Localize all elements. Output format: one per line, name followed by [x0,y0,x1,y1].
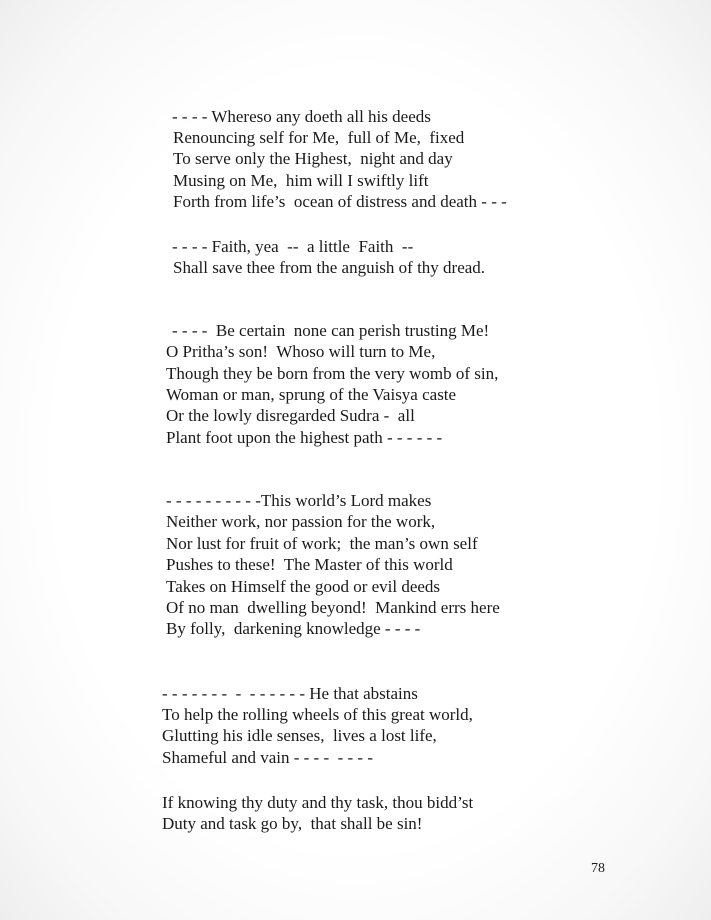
poem-line: If knowing thy duty and thy task, thou bidd’st [162,793,474,812]
poem-line: Forth from life’s ocean of distress and death - - - [173,192,507,211]
poem-line: Plant foot upon the highest path - - - - - - [166,428,443,447]
poem-line: To serve only the Highest, night and day [173,149,453,168]
poem-line: O Pritha’s son! Whoso will turn to Me, [166,342,436,361]
poem-line: Neither work, nor passion for the work, [166,512,436,531]
poem-line: - - - - - - - - - -This world’s Lord makes [166,491,432,510]
poem-line: - - - - Whereso any doeth all his deeds [172,107,431,126]
poem-line: Though they be born from the very womb of sin, [166,364,499,383]
poem-line: Shameful and vain - - - - - - - - [162,748,374,767]
poem-line: Shall save thee from the anguish of thy dread. [173,258,486,277]
poem-line: Pushes to these! The Master of this world [166,555,453,574]
poem-line: Renouncing self for Me, full of Me, fixed [173,128,465,147]
poem-line: Of no man dwelling beyond! Mankind errs here [166,598,500,617]
poem-line: Glutting his idle senses, lives a lost life, [162,726,437,745]
poem-line: To help the rolling wheels of this great world, [162,705,473,724]
poem-line: Musing on Me, him will I swiftly lift [173,171,429,190]
poem-line: Nor lust for fruit of work; the man’s own self [166,534,478,553]
poem-line: Takes on Himself the good or evil deeds [166,577,441,596]
poem-line: - - - - - - - - - - - - - - He that abstains [162,684,418,703]
poem-line: By folly, darkening knowledge - - - - [166,619,421,638]
page-number: 78 [591,861,605,876]
poem-line: - - - - Faith, yea -- a little Faith -- [172,237,414,256]
poem-line: Duty and task go by, that shall be sin! [162,814,423,833]
poem-line: Woman or man, sprung of the Vaisya caste [166,385,457,404]
poem-line: - - - - Be certain none can perish trusting Me! [172,321,490,340]
poem-line: Or the lowly disregarded Sudra - all [166,406,415,425]
